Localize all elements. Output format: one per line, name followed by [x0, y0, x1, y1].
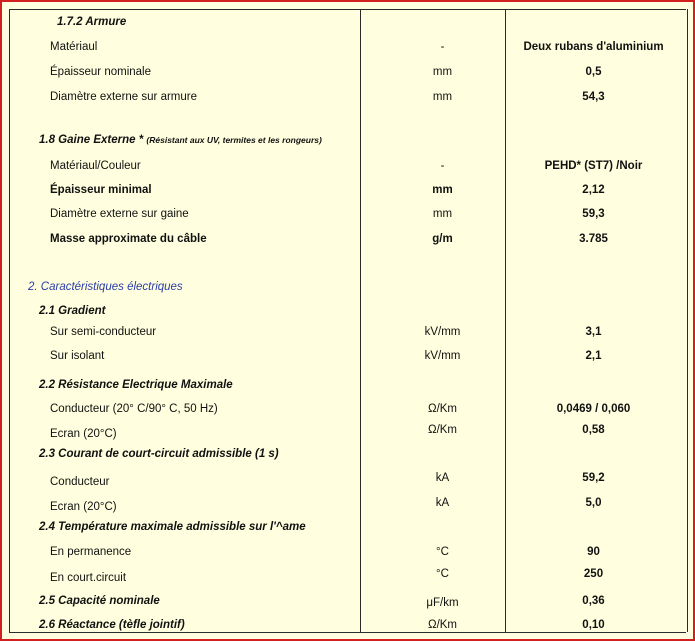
row-value: 59,3: [582, 208, 605, 220]
section-header-electrical: [2, 275, 693, 299]
section-title: 2. Caractéristiques électriques: [28, 281, 183, 293]
row-label: Masse approximate du câble: [50, 233, 207, 245]
row-unit: g/m: [432, 233, 453, 245]
table-row: [2, 154, 693, 178]
row-label: En permanence: [50, 546, 132, 558]
row-label: Sur isolant: [50, 350, 105, 362]
section-title: 2.3 Courant de court-circuit admissible (1 s): [39, 448, 279, 460]
section-title-text: 1.8 Gaine Externe *: [39, 134, 144, 146]
row-unit: Ω/Km: [427, 619, 458, 631]
row-label: Conducteur (20° C/90° C, 50 Hz): [50, 403, 218, 415]
table-row: [2, 35, 693, 59]
row-label: Diamètre externe sur gaine: [50, 208, 189, 220]
section-title: 2.2 Résistance Electrique Maximale: [39, 379, 233, 391]
row-value: 250: [583, 568, 604, 580]
row-value: 0,36: [582, 595, 605, 607]
table-row: [2, 540, 693, 564]
row-label: Ecran (20°C): [50, 501, 117, 513]
row-label: Ecran (20°C): [50, 428, 117, 440]
row-label: Épaisseur nominale: [50, 66, 152, 78]
row-value: 54,3: [582, 91, 605, 103]
section-header-resistance: [2, 373, 693, 397]
row-value: 3.785: [579, 233, 608, 245]
row-unit: °C: [436, 568, 449, 580]
row-unit: kA: [435, 472, 450, 484]
section-title: 1.7.2 Armure: [57, 16, 127, 28]
row-value: 0,58: [582, 424, 605, 436]
row-unit: mm: [432, 184, 453, 196]
row-unit: mm: [432, 66, 453, 78]
row-unit: mm: [432, 208, 453, 220]
row-label: Épaisseur minimal: [50, 184, 152, 196]
row-unit: μF/km: [426, 597, 459, 609]
table-row: [2, 178, 693, 202]
section-header-armure: [2, 10, 693, 34]
row-value: 0,5: [585, 66, 602, 78]
row-label: 2.6 Réactance (tèfle jointif): [39, 619, 185, 631]
row-value: 5,0: [585, 497, 602, 509]
row-unit: kA: [435, 497, 450, 509]
table-row: [2, 566, 693, 590]
table-row: [2, 85, 693, 109]
table-row-reactance: [2, 613, 693, 637]
row-value: PEHD* (ST7) /Noir: [544, 160, 643, 172]
section-title: 2.4 Température maximale admissible sur l'^ame: [39, 521, 306, 533]
row-label: En court.circuit: [50, 572, 127, 584]
row-unit: Ω/Km: [427, 403, 458, 415]
row-label: 2.5 Capacité nominale: [39, 595, 160, 607]
row-value: 90: [587, 546, 600, 558]
table-row: [2, 320, 693, 344]
row-unit: mm: [432, 91, 453, 103]
row-unit: °C: [436, 546, 449, 558]
row-value: 3,1: [585, 326, 602, 338]
table-row: [2, 227, 693, 251]
row-value: 0,10: [582, 619, 605, 631]
row-unit: kV/mm: [424, 326, 461, 338]
section-title: 2.1 Gradient: [39, 305, 106, 317]
row-unit: kV/mm: [424, 350, 461, 362]
row-value: 0,0469 / 0,060: [556, 403, 631, 415]
table-row: [2, 202, 693, 226]
row-unit: Ω/Km: [427, 424, 458, 436]
row-value: 2,1: [585, 350, 602, 362]
section-note: (Résistant aux UV, termites et les rongeurs): [146, 135, 322, 145]
row-label: Conducteur: [50, 476, 110, 488]
row-value: 2,12: [582, 184, 605, 196]
section-header-courant: [2, 442, 693, 466]
table-row-capacite: [2, 589, 693, 613]
table-row: [2, 60, 693, 84]
row-unit: -: [440, 160, 445, 172]
row-label: Sur semi-conducteur: [50, 326, 157, 338]
section-header-temperature: [2, 515, 693, 539]
row-label: Matériaul/Couleur: [50, 160, 141, 172]
section-title: [2, 128, 421, 152]
section-header-gaine: [2, 128, 693, 152]
row-unit: -: [440, 41, 445, 53]
row-label: Matériaul: [50, 41, 98, 53]
row-value: 59,2: [582, 472, 605, 484]
table-row: [2, 344, 693, 368]
row-label: Diamètre externe sur armure: [50, 91, 197, 103]
row-value: Deux rubans d'aluminium: [523, 41, 664, 53]
